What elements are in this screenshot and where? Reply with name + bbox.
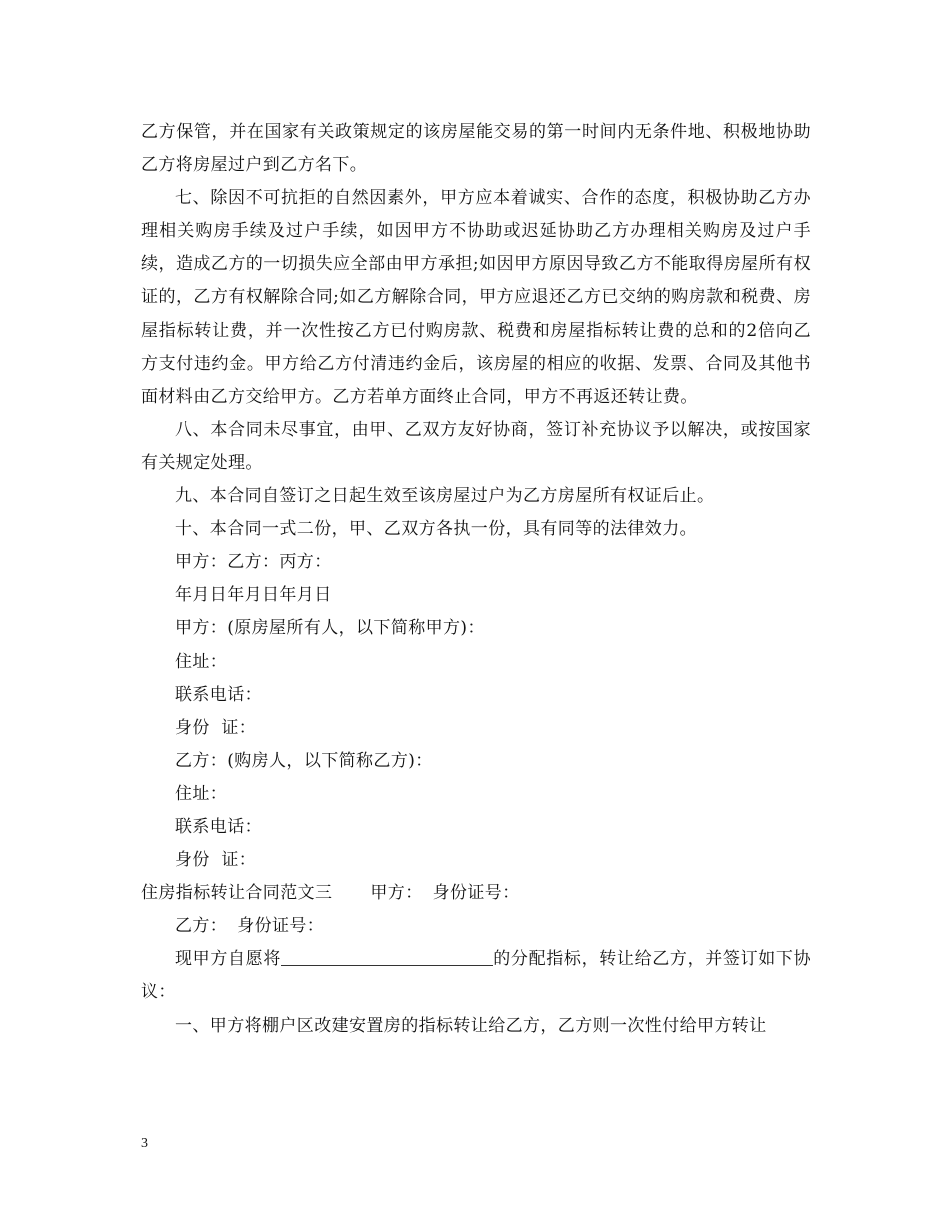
sample3-party-b-label: 乙方： (175, 916, 228, 937)
sample3-party-b-line (141, 910, 811, 943)
party-b-address: 住址： (175, 783, 228, 804)
document-body (141, 116, 811, 1043)
page-number: 3 (141, 1136, 148, 1151)
clause-9: 九、本合同自签订之日起生效至该房屋过户为乙方房屋所有权证后止。 (175, 486, 715, 507)
paragraph-continuation: 乙方保管，并在国家有关政策规定的该房屋能交易的第一时间内无条件地、积极地协助乙方将房屋过户到乙方名下。 (141, 122, 811, 176)
sample3-intro-after: 的分配指标，转让给乙方，并签订如下协议： (141, 949, 811, 1003)
party-a-id: 身份 证： (175, 717, 257, 738)
sample3-heading-line (141, 877, 811, 910)
sample3-clause-1: 一、甲方将棚户区改建安置房的指标转让给乙方，乙方则一次性付给甲方转让 (175, 1015, 767, 1036)
party-a-phone: 联系电话： (175, 684, 262, 705)
sample3-intro-before: 现甲方自愿将 (175, 949, 281, 970)
clause-10: 十、本合同一式二份，甲、乙双方各执一份，具有同等的法律效力。 (175, 519, 697, 540)
sample3-party-a-label: 甲方： (370, 883, 423, 904)
party-a-address: 住址： (175, 651, 228, 672)
sample3-party-b-id: 身份证号： (237, 916, 325, 937)
sample3-party-a-id: 身份证号： (432, 883, 520, 904)
signature-parties: 甲方：乙方：丙方： (175, 552, 332, 573)
signature-dates: 年月日年月日年月日 (175, 585, 332, 606)
sample3-intro (141, 943, 811, 1009)
sample3-heading: 住房指标转让合同范文三 (141, 883, 333, 904)
clause-8: 八、本合同未尽事宜，由甲、乙双方友好协商，签订补充协议予以解决，或按国家有关规定处理。 (141, 419, 811, 473)
party-b-id: 身份 证： (175, 850, 257, 871)
party-a-title: 甲方：(原房屋所有人，以下简称甲方)： (175, 618, 485, 639)
clause-7: 七、除因不可抗拒的自然因素外，甲方应本着诚实、合作的态度，积极协助乙方办理相关购房手续及过户手续，如因甲方不协助或迟延协助乙方办理相关购房及过户手续，造成乙方的一切损失应全部由甲方承担;如因甲方原因导致乙方不能取得房屋所有权证的，乙方有权解除合同;如乙方解除合同，甲方应退还乙方已交纳的购房款和税费、房屋指标转让费，并一次性按乙方已付购房款、税费和房屋指标转让费的总和的2倍向乙方支付违约金。甲方给乙方付清违约金后，该房屋的相应的收据、发票、合同及其他书面材料由乙方交给甲方。乙方若单方面终止合同，甲方不再返还转让费。 (141, 188, 811, 407)
party-b-phone: 联系电话： (175, 816, 262, 837)
party-b-title: 乙方：(购房人，以下简称乙方)： (175, 750, 433, 771)
fill-in-blank (281, 947, 493, 966)
